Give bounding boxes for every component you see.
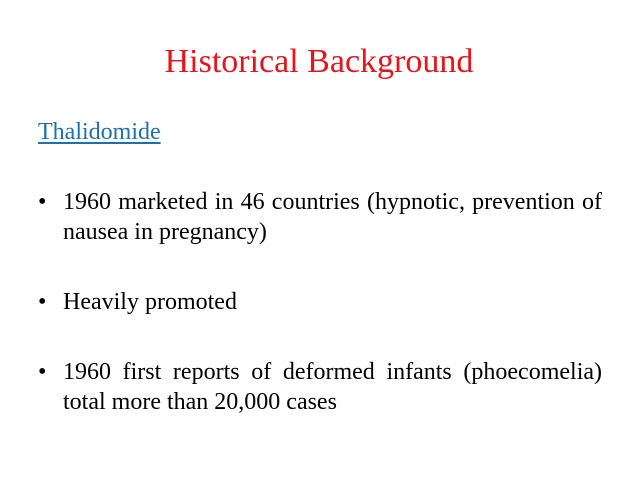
bullet-text: 1960 marketed in 46 countries (hypnotic, prevention of nausea in pregnancy) — [63, 189, 602, 245]
bullet-text: Heavily promoted — [63, 289, 237, 315]
bullet-item — [38, 287, 602, 317]
bullet-text: 1960 first reports of deformed infants (phoecomelia) total more than 20,000 cases — [63, 359, 602, 415]
bullet-symbol: • — [38, 289, 47, 315]
bullet-item — [38, 357, 602, 417]
bullet-symbol: • — [38, 359, 47, 385]
subtitle-link[interactable]: Thalidomide — [38, 119, 161, 145]
slide-title: Historical Background — [164, 43, 474, 80]
bullet-symbol: • — [38, 189, 47, 215]
bullet-item — [38, 187, 602, 247]
